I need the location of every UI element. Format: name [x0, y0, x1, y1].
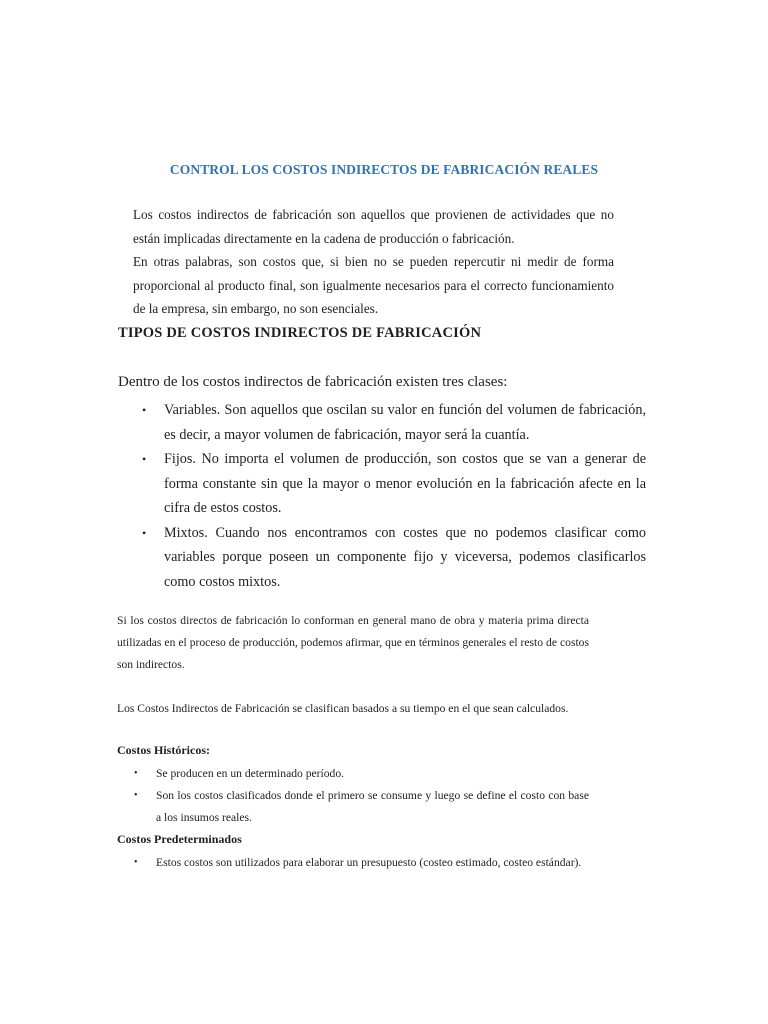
list-item-text: Mixtos. Cuando nos encontramos con costes que no podemos clasificar como variables porque poseen un componente fijo y viceversa, podemos clasificarlos como costos mixtos. [164, 524, 646, 590]
list-item-text: Se producen en un determinado período. [156, 767, 345, 780]
intro-section [133, 203, 614, 321]
historic-costs-heading: Costos Históricos: [117, 743, 210, 757]
classification-paragraph: Los Costos Indirectos de Fabricación se clasifican basados a su tiempo en el que sean calculados. [117, 702, 569, 715]
document-title: CONTROL LOS COSTOS INDIRECTOS DE FABRICACIÓN REALES [169, 162, 599, 177]
list-item [142, 447, 646, 521]
lead-sentence: Dentro de los costos indirectos de fabricación existen tres clases: [118, 374, 508, 390]
list-item [134, 785, 589, 829]
predetermined-costs-heading: Costos Predeterminados [117, 832, 242, 846]
bullet-icon: • [142, 525, 147, 540]
intro-paragraph-1: Los costos indirectos de fabricación son aquellos que provienen de actividades que no están implicadas directamente en la cadena de producción o fabricación. [133, 207, 614, 246]
list-item [134, 763, 589, 785]
list-item [134, 852, 589, 874]
list-item-text: Son los costos clasificados donde el primero se consume y luego se define el costo con base a los insumos reales. [156, 789, 589, 824]
list-item-text: Estos costos son utilizados para elaborar un presupuesto (costeo estimado, costeo estándar). [156, 856, 582, 869]
bullet-icon: • [134, 857, 138, 868]
bullet-icon: • [142, 452, 147, 466]
historic-costs-list [134, 763, 589, 829]
direct-costs-paragraph: Si los costos directos de fabricación lo conforman en general mano de obra y materia prima directa utilizadas en el proceso de producción, podemos afirmar, que en términos generales el resto de costos son indirectos. [117, 614, 589, 671]
bullet-icon: • [134, 768, 138, 779]
predetermined-costs-list [134, 852, 589, 874]
bullet-icon: • [134, 790, 138, 801]
cost-types-list [142, 398, 646, 594]
section-heading: TIPOS DE COSTOS INDIRECTOS DE FABRICACIÓN [118, 325, 482, 341]
list-item [142, 398, 646, 447]
intro-paragraph-2: En otras palabras, son costos que, si bien no se pueden repercutir ni medir de forma proporcional al producto final, son igualmente necesarios para el correcto funcionamiento de la empresa, sin embargo, no son esenciales. [133, 254, 614, 316]
list-item [142, 521, 646, 595]
bullet-icon: • [142, 403, 147, 417]
list-item-text: Fijos. No importa el volumen de producción, son costos que se van a generar de forma constante sin que la mayor o menor evolución en la fabricación afecte en la cifra de estos costos. [164, 451, 646, 516]
list-item-text: Variables. Son aquellos que oscilan su valor en función del volumen de fabricación, es decir, a mayor volumen de fabricación, mayor será la cuantía. [164, 402, 646, 443]
